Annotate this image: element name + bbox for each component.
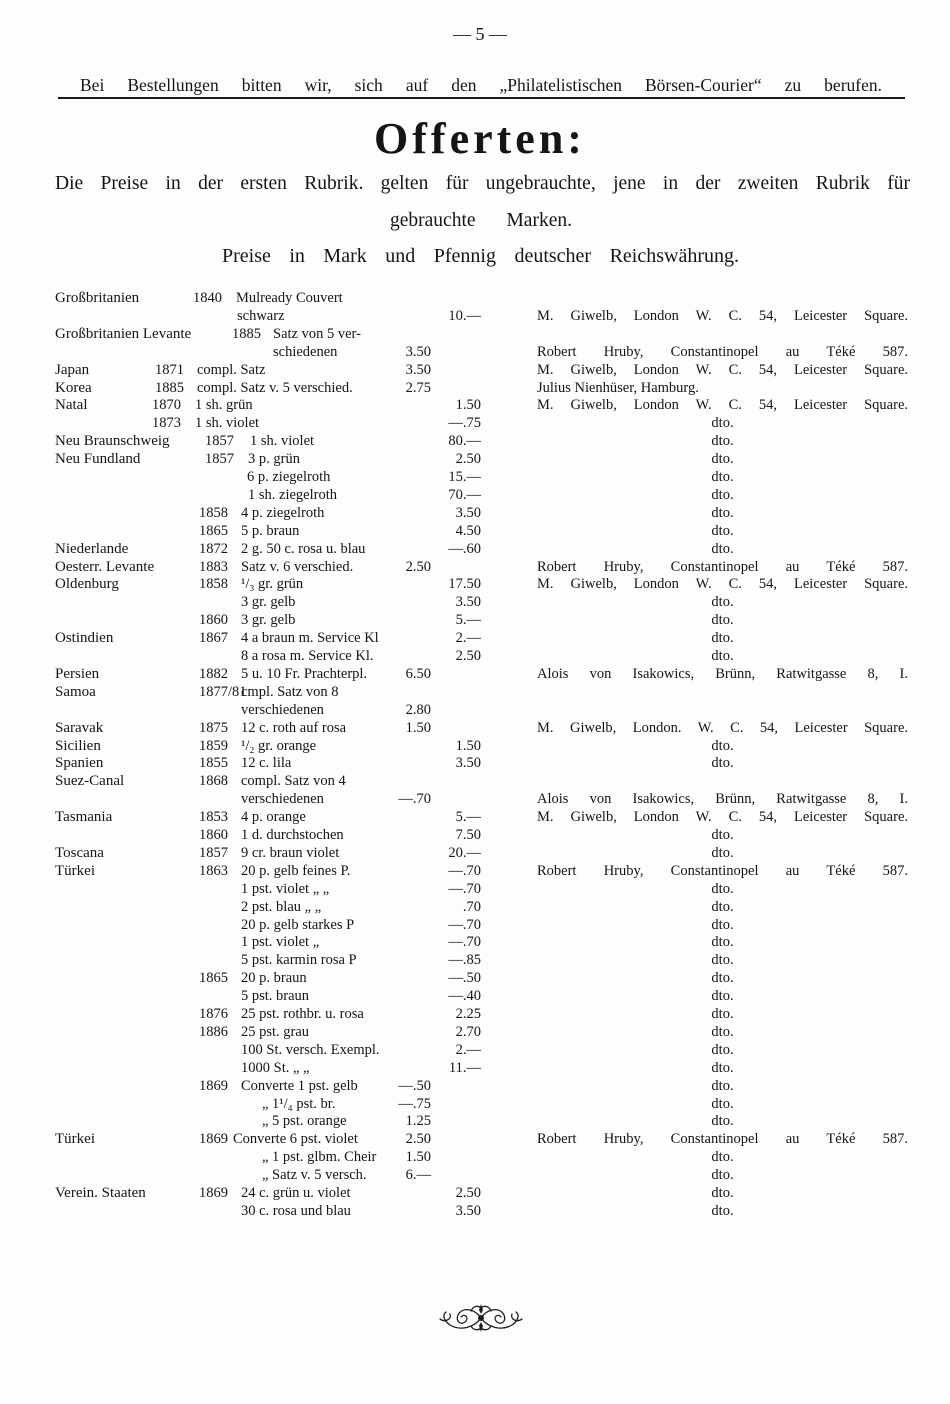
offer-price-used: 2.50 [455,1185,481,1201]
offer-description: schwarz [237,307,285,324]
offer-country: Niederlande [55,540,129,557]
offer-row [0,862,950,880]
offer-row [0,450,950,468]
offer-year: 1863 [199,862,228,879]
offer-price-used: 3.50 [455,755,481,772]
offer-dealer: M. Giwelb, London. W. C. 54, Leicester Square. [537,719,908,736]
offer-description: ¹/₃ gr. grün [241,576,304,593]
offer-price-unused: 2.50 [405,1131,431,1148]
offer-price-used: 7.50 [455,827,481,843]
offer-year: 1873 [152,415,181,432]
offer-dealer: Robert Hruby, Constantinopel au Téké 587. [537,343,908,360]
offer-row [0,486,950,504]
offer-row [0,1202,950,1220]
offer-country: Neu Braunschweig [55,433,170,450]
offer-row [0,951,950,969]
offer-row [0,575,950,593]
offer-description: Converte 6 pst. violet [233,1131,358,1148]
offer-country: Natal [55,397,88,414]
offer-description: 20 p. gelb feines P. [241,862,351,879]
offer-row [0,754,950,772]
offer-description: schiedenen [273,343,338,360]
offer-description: 3 gr. gelb [241,612,296,629]
offer-price-unused: 6.50 [405,665,431,682]
offer-row [0,307,950,325]
offer-row [0,1166,950,1184]
offer-year: 1860 [199,827,228,843]
offer-price-unused: 3.50 [405,343,431,360]
offer-dealer: dto. [711,540,734,557]
offer-row [0,1130,950,1148]
offer-dealer: dto. [711,934,734,951]
offer-description: 20 p. gelb starkes P [241,916,355,933]
offer-price-used: 4.50 [455,522,481,539]
offer-price-used: 2.— [455,1041,481,1058]
offer-dealer: dto. [711,1202,734,1219]
offer-dealer: dto. [711,1167,734,1184]
offer-row [0,504,950,522]
offer-description: 100 St. versch. Exempl. [241,1041,380,1058]
offer-dealer: dto. [711,630,734,647]
offer-row [0,629,950,647]
offer-dealer: Robert Hruby, Constantinopel au Téké 587. [537,558,908,575]
offer-row [0,1184,950,1202]
offer-description: „ Satz v. 5 versch. [262,1167,367,1184]
offer-year: 1840 [193,290,222,306]
offer-dealer: dto. [711,415,734,432]
offer-year: 1869 [199,1077,228,1094]
intro-line-2: gebrauchte Marken. [390,210,572,231]
offer-country: Großbritanien [55,290,140,306]
offer-description: 4 p. ziegelroth [241,504,325,521]
offer-year: 1859 [199,737,228,754]
offer-year: 1870 [152,397,181,414]
offer-row [0,522,950,540]
offer-dealer: Robert Hruby, Constantinopel au Téké 587. [537,862,908,879]
offer-country: Oldenburg [55,576,119,593]
offer-dealer: dto. [711,504,734,521]
offer-price-used: 11.— [448,1059,481,1076]
offer-price-used: —.60 [448,540,481,557]
offer-country: Saravak [55,719,104,736]
offer-price-unused: —.70 [398,791,431,808]
offer-description: verschiedenen [241,791,324,808]
offer-description: „ 1 pst. glbm. Cheir [262,1149,377,1166]
offer-description: cmpl. Satz von 8 [241,683,339,700]
offer-description: 1 sh. violet [195,415,260,432]
offer-row [0,540,950,558]
offer-row [0,880,950,898]
offer-country: Neu Fundland [55,451,141,468]
offer-price-used: —.50 [448,970,481,987]
offer-dealer: dto. [711,988,734,1005]
offer-description: 6 p. ziegelroth [247,469,331,485]
offer-description: compl. Satz von 4 [241,773,346,790]
offer-row [0,844,950,862]
offer-row [0,916,950,934]
intro-line-1: Die Preise in der ersten Rubrik. gelten für ungebrauchte, jene in der zweiten Rubrik für [55,173,910,194]
offer-price-used: 80.— [448,433,481,450]
offer-row [0,1095,950,1113]
offer-dealer: dto. [711,594,734,611]
offer-description: 5 pst. braun [241,988,310,1005]
offer-dealer: dto. [711,1149,734,1166]
offer-row [0,647,950,665]
offer-row [0,737,950,755]
offer-row [0,361,950,379]
offer-dealer: dto. [711,433,734,450]
floral-vignette-icon [438,1300,524,1336]
offer-price-used: —.70 [448,934,481,951]
offer-year: 1876 [199,1006,228,1022]
offer-row [0,1023,950,1041]
offer-row [0,289,950,307]
offer-price-used: 10.— [448,307,481,324]
offer-row [0,325,950,343]
offer-row [0,611,950,629]
offer-price-used: 2.50 [455,648,481,664]
offer-row [0,468,950,486]
offer-description: 24 c. grün u. violet [241,1185,351,1201]
offer-dealer: dto. [711,880,734,897]
offer-price-used: —.40 [448,988,481,1005]
offer-year: 1858 [199,576,228,593]
offer-row [0,790,950,808]
offer-price-unused: —.75 [398,1095,431,1112]
offer-country: Persien [55,665,100,682]
offer-description: Converte 1 pst. gelb [241,1077,358,1094]
offer-year: 1857 [205,433,234,450]
offer-price-used: 2.70 [455,1023,481,1040]
offer-description: 12 c. lila [241,755,292,772]
offer-price-used: —.70 [448,862,481,879]
offer-dealer: dto. [711,648,734,664]
offer-dealer: M. Giwelb, London W. C. 54, Leicester Square. [537,307,908,324]
offer-dealer: dto. [711,737,734,754]
offer-price-used: 3.50 [455,504,481,521]
offer-row [0,593,950,611]
offer-dealer: dto. [711,1185,734,1201]
offer-description: 5 p. braun [241,522,300,539]
offer-description: 1 sh. violet [250,433,315,450]
offer-row [0,1005,950,1023]
offer-country: Suez-Canal [55,773,125,790]
offer-year: 1857 [205,451,234,468]
offer-year: 1869 [199,1131,228,1148]
offer-dealer: dto. [711,451,734,468]
offer-row [0,414,950,432]
offer-dealer: dto. [711,486,734,503]
offer-year: 1855 [199,755,228,772]
offer-price-used: 15.— [448,469,481,485]
offer-description: 1 sh. grün [195,397,253,414]
offer-dealer: M. Giwelb, London W. C. 54, Leicester Square. [537,397,908,414]
offer-country: Korea [55,379,92,396]
offer-dealer: dto. [711,612,734,629]
offer-description: 1 d. durchstochen [241,827,344,843]
offer-price-used: —.70 [448,916,481,933]
offer-dealer: Alois von Isakowics, Brünn, Ratwitgasse 8, I. [537,791,908,808]
offer-price-unused: 2.75 [405,379,431,396]
offer-dealer: dto. [711,1006,734,1022]
offer-year: 1857 [199,844,228,861]
offer-row [0,432,950,450]
offer-row [0,683,950,701]
offer-description: 5 pst. karmin rosa P [241,952,357,969]
offer-row [0,969,950,987]
offer-description: compl. Satz [197,361,266,378]
offer-price-used: 3.50 [455,1202,481,1219]
offer-price-used: —.70 [448,880,481,897]
offer-description: „ 5 pst. orange [262,1113,347,1130]
offer-dealer: dto. [711,755,734,772]
offer-price-used: 2.— [455,630,481,647]
offer-price-used: 5.— [455,612,481,629]
offer-year: 1875 [199,719,228,736]
offer-price-used: —.75 [448,415,481,432]
offer-description: 1 pst. violet „ „ [241,880,330,897]
offer-description: 1 sh. ziegelroth [248,486,337,503]
offer-price-used: 70.— [448,486,481,503]
offer-row [0,933,950,951]
offer-year: 1885 [232,325,261,342]
offer-year: 1886 [199,1023,228,1040]
offer-country: Japan [55,361,90,378]
offer-row [0,379,950,397]
offer-price-used: .70 [462,898,481,915]
offer-price-unused: 6.— [405,1167,431,1184]
offer-price-used: 5.— [455,809,481,826]
offer-description: ¹/₂ gr. orange [241,737,317,754]
offer-row [0,826,950,844]
offer-dealer: dto. [711,1113,734,1130]
offer-price-used: 2.50 [455,451,481,468]
offer-country: Türkei [55,1131,95,1148]
offer-row [0,898,950,916]
offer-row [0,772,950,790]
offer-row [0,1148,950,1166]
offer-row [0,719,950,737]
offer-year: 1858 [199,504,228,521]
offer-description: 4 a braun m. Service Kl [241,630,379,647]
offer-row [0,396,950,414]
offer-row [0,558,950,576]
offer-description: 30 c. rosa und blau [241,1202,351,1219]
offer-dealer: dto. [711,844,734,861]
offer-dealer: dto. [711,970,734,987]
offer-description: Satz von 5 ver- [273,325,361,342]
page-number: — 5 — [453,24,507,44]
offer-description: 25 pst. grau [241,1023,310,1040]
offer-year: 1868 [199,773,228,790]
offer-description: 12 c. roth auf rosa [241,719,347,736]
offer-price-unused: 3.50 [405,361,431,378]
offer-description: 9 cr. braun violet [241,844,340,861]
offer-price-unused: 2.50 [405,558,431,575]
offer-dealer: dto. [711,1059,734,1076]
offer-price-unused: 1.50 [405,1149,431,1166]
offer-row [0,1041,950,1059]
offer-description: 25 pst. rothbr. u. rosa [241,1006,364,1022]
offer-description: 20 p. braun [241,970,307,987]
offer-price-used: 2.25 [455,1006,481,1022]
offer-row [0,1112,950,1130]
offer-dealer: M. Giwelb, London W. C. 54, Leicester Square. [537,809,908,826]
offer-price-unused: 2.80 [405,701,431,718]
offer-price-unused: —.50 [398,1077,431,1094]
offer-price-used: 20.— [448,844,481,861]
offer-country: Verein. Staaten [55,1185,146,1201]
offer-description: 2 g. 50 c. rosa u. blau [241,540,366,557]
offer-dealer: M. Giwelb, London W. C. 54, Leicester Square. [537,361,908,378]
offer-dealer: dto. [711,1095,734,1112]
offer-price-used: —.85 [448,952,481,969]
offer-description: compl. Satz v. 5 verschied. [197,379,353,396]
offer-country: Ostindien [55,630,114,647]
offer-year: 1869 [199,1185,228,1201]
offer-country: Samoa [55,683,96,700]
offer-country: Oesterr. Levante [55,558,155,575]
offer-country: Großbritanien Levante [55,325,192,342]
offer-dealer: dto. [711,827,734,843]
offer-description: 3 p. grün [248,451,300,468]
offer-price-used: 3.50 [455,594,481,611]
offer-year: 1872 [199,540,228,557]
offer-year: 1877/81 [199,683,247,700]
offer-year: 1865 [199,970,228,987]
offer-price-unused: 1.25 [405,1113,431,1130]
offer-description: verschiedenen [241,701,324,718]
offer-price-used: 17.50 [448,576,481,593]
offer-dealer: dto. [711,1077,734,1094]
offer-row [0,701,950,719]
offer-description: 5 u. 10 Fr. Prachterpl. [241,665,368,682]
offer-country: Spanien [55,755,104,772]
offer-year: 1882 [199,665,228,682]
citation-notice: Bei Bestellungen bitten wir, sich auf den „Philatelistischen Börsen-Courier“ zu berufen. [80,75,882,95]
offer-country: Sicilien [55,737,101,754]
offer-dealer: Robert Hruby, Constantinopel au Téké 587. [537,1131,908,1148]
offer-description: 3 gr. gelb [241,594,296,611]
offer-description: Mulready Couvert [236,290,343,306]
offer-dealer: M. Giwelb, London W. C. 54, Leicester Square. [537,576,908,593]
offer-dealer: dto. [711,522,734,539]
offer-row [0,665,950,683]
offer-price-used: 1.50 [455,737,481,754]
page-title: Offerten: [374,114,586,163]
offer-description: 1 pst. violet „ [241,934,320,951]
offer-description: 4 p. orange [241,809,306,826]
offer-dealer: Julius Nienhüser, Hamburg. [537,379,699,396]
offer-row [0,1077,950,1095]
offer-description: „ 1¹/₄ pst. br. [262,1095,336,1112]
offer-dealer: dto. [711,916,734,933]
offer-dealer: dto. [711,1023,734,1040]
offer-description: 1000 St. „ „ [241,1059,310,1076]
offer-description: Satz v. 6 verschied. [241,558,354,575]
offer-country: Tasmania [55,809,113,826]
offer-year: 1885 [155,379,184,396]
offer-year: 1883 [199,558,228,575]
offer-year: 1853 [199,809,228,826]
offer-row [0,343,950,361]
offer-dealer: dto. [711,1041,734,1058]
offer-year: 1867 [199,630,228,647]
offer-dealer: dto. [711,898,734,915]
offer-dealer: dto. [711,469,734,485]
offer-year: 1865 [199,522,228,539]
offer-year: 1871 [155,361,184,378]
offer-row [0,808,950,826]
offer-row [0,1059,950,1077]
offer-country: Türkei [55,862,95,879]
offer-price-used: 1.50 [455,397,481,414]
currency-note: Preise in Mark und Pfennig deutscher Reichswährung. [222,245,739,267]
offer-year: 1860 [199,612,228,629]
offer-dealer: Alois von Isakowics, Brünn, Ratwitgasse 8, I. [537,665,908,682]
offer-country: Toscana [55,844,104,861]
offer-price-unused: 1.50 [405,719,431,736]
offer-description: 8 a rosa m. Service Kl. [241,648,374,664]
offer-row [0,987,950,1005]
offer-description: 2 pst. blau „ „ [241,898,322,915]
offer-dealer: dto. [711,952,734,969]
